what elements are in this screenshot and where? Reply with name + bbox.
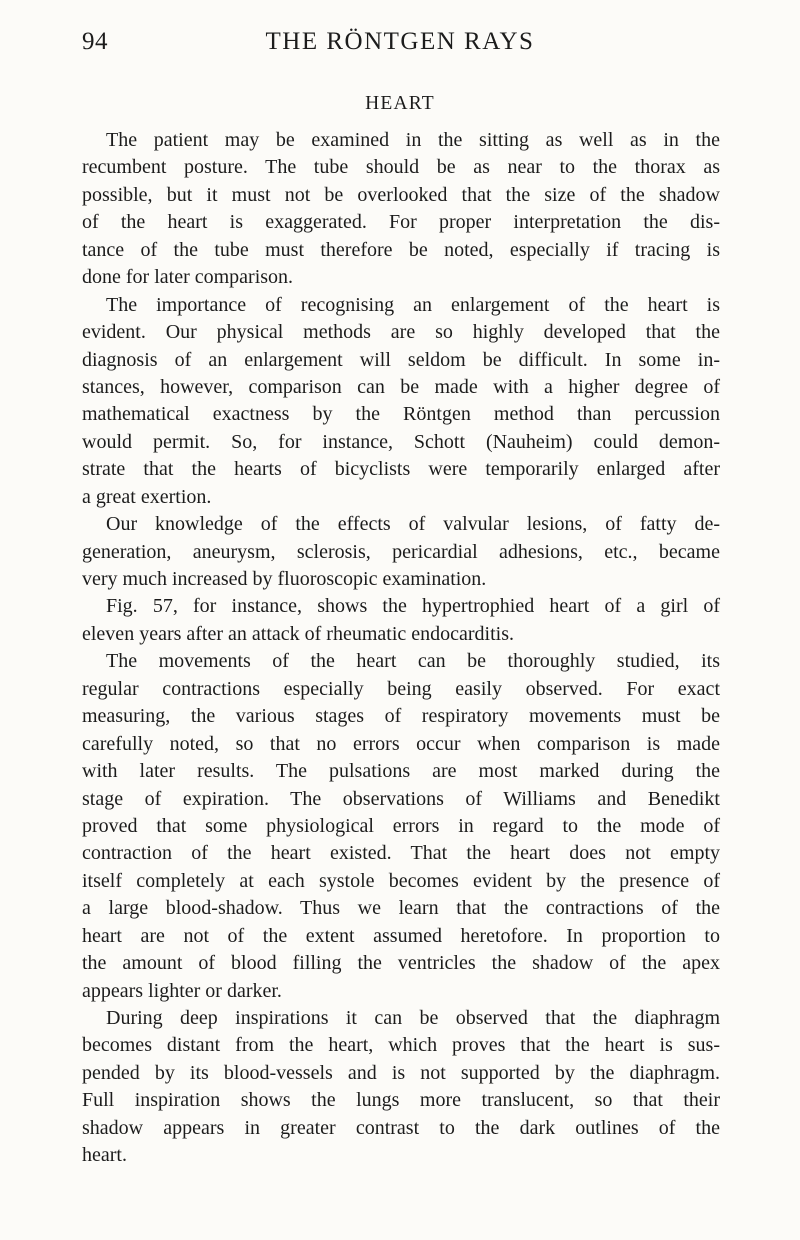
running-head [82, 28, 718, 64]
text-line: The importance of recognising an enlargement of the heart is [106, 293, 720, 316]
body-text [82, 127, 720, 1170]
text-line: measuring, the various stages of respiratory movements must be [82, 705, 720, 728]
text-line: heart are not of the extent assumed heretofore. In proportion to [82, 924, 720, 947]
text-line: proved that some physiological errors in regard to the mode of [82, 814, 720, 837]
text-line: The patient may be examined in the sitting as well as in the [106, 129, 720, 151]
text-line: mathematical exactness by the Röntgen method than percussion [82, 403, 720, 426]
text-line: of the heart is exaggerated. For proper interpretation the dis- [82, 211, 720, 234]
text-line: shadow appears in greater contrast to the dark outlines of the [82, 1116, 720, 1139]
text-line: The movements of the heart can be thoroughly studied, its [106, 650, 720, 673]
text-line: heart. [82, 1144, 127, 1167]
text-line: appears lighter or darker. [82, 979, 282, 1002]
text-line: regular contractions especially being easily observed. For exact [82, 677, 720, 700]
text-line: stage of expiration. The observations of Williams and Benedikt [82, 787, 720, 810]
page-number: 94 [82, 28, 108, 55]
text-line: recumbent posture. The tube should be as near to the thorax as [82, 156, 720, 179]
text-line: done for later comparison. [82, 266, 294, 289]
text-line: Our knowledge of the effects of valvular lesions, of fatty de- [106, 513, 720, 536]
text-line: During deep inspirations it can be observed that the diaphragm [106, 1007, 720, 1029]
text-line: would permit. So, for instance, Schott (Nauheim) could demon- [82, 430, 720, 453]
text-line: a large blood-shadow. Thus we learn that the contractions of the [82, 897, 720, 920]
text-line: eleven years after an attack of rheumatic endocarditis. [82, 622, 515, 645]
text-line: a great exertion. [82, 485, 212, 508]
text-line: becomes distant from the heart, which proves that the heart is sus- [82, 1034, 720, 1057]
text-line: tance of the tube must therefore be noted, especially if tracing is [82, 238, 720, 261]
text-line: very much increased by fluoroscopic examination. [82, 568, 487, 590]
text-line: the amount of blood filling the ventricles the shadow of the apex [82, 952, 720, 975]
text-line: Full inspiration shows the lungs more translucent, so that their [82, 1089, 720, 1112]
text-line: contraction of the heart existed. That the heart does not empty [82, 842, 720, 865]
text-line: possible, but it must not be overlooked that the size of the shadow [82, 183, 720, 206]
text-line: generation, aneurysm, sclerosis, pericardial adhesions, etc., became [82, 540, 720, 563]
text-line: strate that the hearts of bicyclists were temporarily enlarged after [82, 458, 720, 481]
text-line: with later results. The pulsations are most marked during the [82, 760, 720, 783]
text-line: pended by its blood-vessels and is not supported by the diaphragm. [82, 1061, 720, 1084]
book-title: THE RÖNTGEN RAYS [265, 28, 535, 55]
section-heading: HEART [365, 93, 435, 114]
text-line: carefully noted, so that no errors occur when comparison is made [82, 732, 720, 755]
text-line: diagnosis of an enlargement will seldom be difficult. In some in- [82, 348, 720, 371]
text-line: stances, however, comparison can be made with a higher degree of [82, 375, 720, 398]
text-line: itself completely at each systole becomes evident by the presence of [82, 869, 720, 892]
text-line: evident. Our physical methods are so highly developed that the [82, 321, 720, 344]
text-line: Fig. 57, for instance, shows the hypertrophied heart of a girl of [106, 595, 720, 618]
